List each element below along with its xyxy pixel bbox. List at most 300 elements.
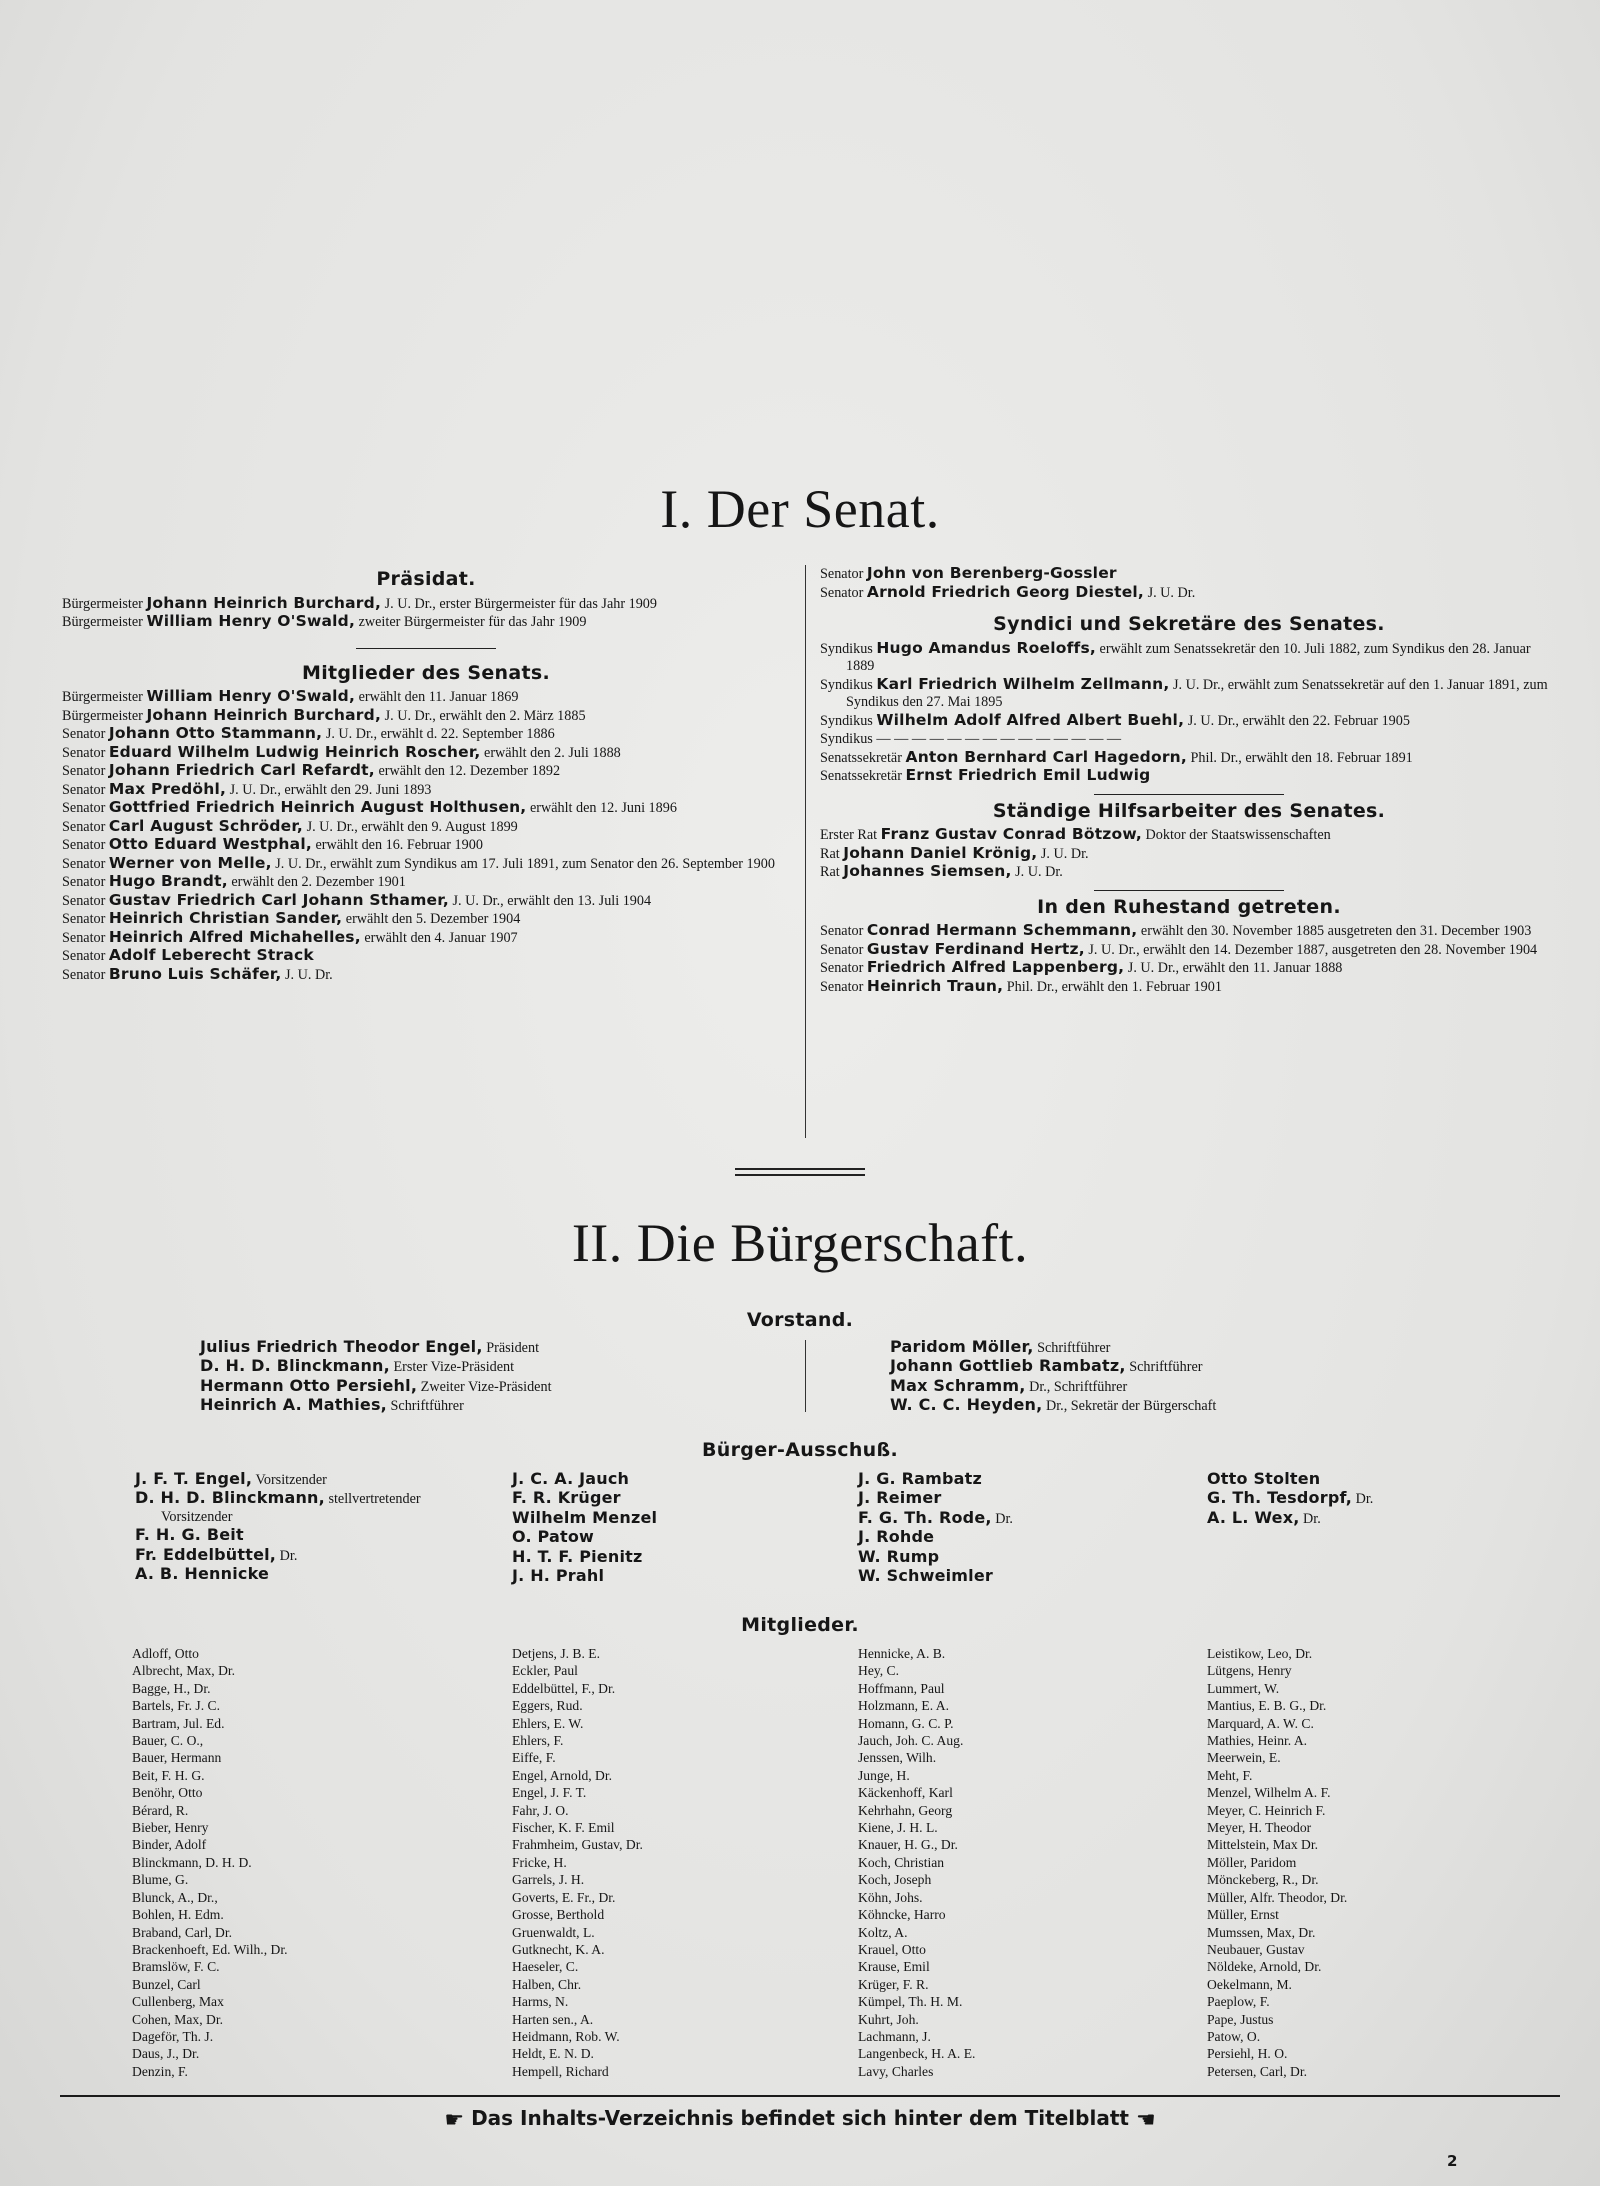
entry-name: Heinrich Traun, [866, 976, 1004, 995]
member-name: Mathies, Heinr. A. [1207, 1733, 1308, 1749]
member-name: Koltz, A. [858, 1924, 908, 1940]
member-name: Dageför, Th. J. [132, 2028, 214, 2044]
entry-name: F. H. G. Beit [135, 1525, 244, 1545]
entry-detail: J. U. Dr., erwählt den 13. Juli 1904 [452, 892, 652, 909]
member-name: Denzin, F. [132, 2063, 188, 2079]
double-rule [735, 1168, 865, 1176]
list-item [1207, 1470, 1537, 1489]
member-name: Goverts, E. Fr., Dr. [512, 1889, 616, 1905]
member-name: Hey, C. [858, 1663, 900, 1679]
entry-name: D. H. D. Blinckmann, [200, 1356, 390, 1376]
entry-name: Conrad Hermann Schemmann, [866, 921, 1138, 939]
list-item [890, 1396, 1530, 1415]
member-name: Bérard, R. [132, 1802, 189, 1818]
list-item [62, 818, 790, 837]
member-name: Mittelstein, Max Dr. [1207, 1837, 1319, 1853]
entry-role: Senator [62, 744, 106, 761]
entry-detail: Schriftführer [1129, 1359, 1203, 1376]
member-name: Blunck, A., Dr., [132, 1889, 218, 1905]
list-item [62, 855, 790, 874]
entry-name: Eduard Wilhelm Ludwig Heinrich Roscher, [108, 742, 481, 761]
member-name: Krüger, F. R. [858, 1976, 929, 1992]
member-name: Blinckmann, D. H. D. [132, 1854, 252, 1870]
member-name: Müller, Alfr. Theodor, Dr. [1207, 1889, 1348, 1905]
list-item [1207, 1509, 1537, 1528]
entry-detail: Dr., Schriftführer [1029, 1378, 1128, 1395]
entry-name: F. R. Krüger [512, 1488, 621, 1508]
list-item [512, 1470, 842, 1489]
member-name: Koch, Joseph [858, 1872, 932, 1888]
list-item [62, 613, 790, 632]
member-name: Müller, Ernst [1207, 1907, 1279, 1923]
entry-detail: J. U. Dr., erwählt den 2. März 1885 [384, 707, 586, 724]
member-name: Meyer, C. Heinrich F. [1207, 1802, 1326, 1818]
member-name: Harms, N. [512, 1994, 569, 2010]
entry-role: Senator [820, 960, 864, 976]
list-item [62, 947, 790, 966]
entry-name: Johann Heinrich Burchard, [146, 705, 382, 724]
entry-role: Senator [62, 929, 106, 946]
entry-role: Syndikus [820, 731, 873, 747]
member-name: Cohen, Max, Dr. [132, 2011, 223, 2027]
member-name: Neubauer, Gustav [1207, 1941, 1305, 1957]
list-item [858, 1567, 1188, 1586]
syndici-heading: Syndici und Sekretäre des Senates. [993, 613, 1385, 635]
entry-detail: zweiter Bürgermeister für das Jahr 1909 [358, 614, 587, 630]
entry-name: Otto Eduard Westphal, [108, 835, 312, 853]
entry-name: J. Rohde [858, 1527, 935, 1547]
entry-detail: erwählt den 12. Juni 1896 [529, 800, 677, 816]
member-name: Nöldeke, Arnold, Dr. [1207, 1959, 1322, 1975]
entry-role: Senator [820, 923, 864, 939]
entry-name: Gustav Ferdinand Hertz, [866, 939, 1085, 958]
entry-role: Senator [62, 948, 106, 964]
entry-name: Bruno Luis Schäfer, [108, 964, 282, 983]
vorstand-heading: Vorstand. [746, 1309, 854, 1331]
vorstand-right [890, 1338, 1530, 1416]
member-name: Möller, Paridom [1207, 1854, 1297, 1870]
list-item [62, 929, 790, 948]
entry-name: W. Schweimler [858, 1566, 994, 1586]
member-name: Fahr, J. O. [512, 1802, 569, 1818]
entry-name: H. T. F. Pienitz [512, 1546, 643, 1566]
list-item [200, 1338, 800, 1357]
ruhestand-heading: In den Ruhestand getreten. [1037, 895, 1341, 918]
member-name: Hennicke, A. B. [858, 1646, 946, 1661]
list-item [62, 595, 790, 614]
member-name: Lummert, W. [1207, 1680, 1280, 1696]
member-name: Kuhrt, Joh. [858, 2011, 919, 2027]
entry-detail: erwählt den 2. Dezember 1901 [231, 874, 406, 890]
footer-notice-text: Das Inhalts-Verzeichnis befindet sich hinter dem Titelblatt [471, 2106, 1129, 2130]
senate-title: I. Der Senat. [660, 479, 940, 539]
footer-notice [0, 2106, 1600, 2133]
entry-role: Syndikus [820, 676, 873, 693]
entry-name: O. Patow [512, 1527, 595, 1547]
member-name: Krause, Emil [858, 1959, 930, 1975]
member-name: Persiehl, H. O. [1207, 2046, 1288, 2062]
member-name: Heidmann, Rob. W. [512, 2028, 620, 2044]
member-name: Kehrhahn, Georg [858, 1802, 953, 1818]
vorstand-left [200, 1338, 800, 1416]
member-name: Blume, G. [132, 1872, 189, 1888]
list-item [200, 1377, 800, 1396]
pointing-hand-icon: ☛ [1135, 2108, 1156, 2133]
list-item [62, 762, 790, 781]
entry-detail: erwählt den 4. Januar 1907 [364, 929, 518, 946]
entry-detail: erwählt den 5. Dezember 1904 [345, 911, 521, 927]
entry-role: Senatssekretär [820, 768, 902, 784]
hilfsarbeiter-list [820, 826, 1558, 882]
ausschuss-column [135, 1470, 495, 1584]
member-name: Jenssen, Wilh. [858, 1750, 937, 1766]
member-name: Fricke, H. [512, 1854, 567, 1870]
entry-name: A. L. Wex, [1207, 1507, 1300, 1527]
list-item [62, 836, 790, 855]
member-name: Eckler, Paul [512, 1663, 578, 1679]
entry-name: Wilhelm Menzel [512, 1507, 658, 1527]
mitglieder-column [132, 1645, 472, 2080]
member-name: Kiene, J. H. L. [858, 1820, 938, 1836]
entry-name: Max Predöhl, [108, 779, 227, 798]
entry-role: Rat [820, 845, 840, 862]
member-name: Mantius, E. B. G., Dr. [1207, 1698, 1327, 1714]
praesidat-list [62, 595, 790, 632]
list-item [62, 799, 790, 818]
mitglieder-column [858, 1645, 1188, 2080]
entry-name: Hugo Amandus Roeloffs, [876, 638, 1096, 657]
entry-detail: Dr., Sekretär der Bürgerschaft [1045, 1398, 1217, 1415]
member-name: Pape, Justus [1207, 2011, 1274, 2027]
mitglieder-heading: Mitglieder. [741, 1614, 859, 1636]
entry-name: Heinrich Alfred Michahelles, [108, 927, 361, 946]
entry-detail: erwählt den 12. Dezember 1892 [378, 763, 561, 779]
member-name: Patow, O. [1207, 2028, 1261, 2044]
member-name: Braband, Carl, Dr. [132, 1924, 233, 1940]
list-item [62, 688, 790, 707]
member-name: Albrecht, Max, Dr. [132, 1663, 236, 1679]
list-item [820, 959, 1558, 978]
entry-detail: Dr. [1355, 1491, 1374, 1508]
entry-detail: J. U. Dr., erwählt den 22. Februar 1905 [1187, 712, 1410, 729]
entry-name: G. Th. Tesdorpf, [1207, 1488, 1353, 1508]
member-name: Gruenwaldt, L. [512, 1924, 595, 1940]
entry-role: Senator [62, 911, 106, 927]
member-name: Mönckeberg, R., Dr. [1207, 1872, 1319, 1888]
senate-members-list [62, 688, 790, 984]
list-item [62, 873, 790, 892]
member-name: Bunzel, Carl [132, 1976, 201, 1992]
senate-right-column [820, 565, 1558, 996]
entry-detail: Phil. Dr., erwählt den 1. Februar 1901 [1006, 978, 1222, 995]
list-item [62, 966, 790, 985]
member-name: Meht, F. [1207, 1767, 1253, 1783]
page-number: 2 [1447, 2152, 1458, 2170]
entry-name: D. H. D. Blinckmann, [135, 1488, 325, 1508]
entry-name: Johann Friedrich Carl Refardt, [108, 761, 375, 779]
mitglieder-column [512, 1645, 842, 2080]
entry-name: J. F. T. Engel, [135, 1469, 253, 1488]
list-item [62, 725, 790, 744]
list-item [820, 978, 1558, 997]
member-name: Leistikow, Leo, Dr. [1207, 1646, 1313, 1661]
list-item [820, 767, 1558, 786]
entry-name: J. H. Prahl [512, 1566, 605, 1586]
entry-name: Heinrich Christian Sander, [108, 909, 343, 927]
entry-name: Johann Daniel Krönig, [843, 843, 1038, 862]
entry-name: A. B. Hennicke [135, 1564, 270, 1584]
member-name: Cullenberg, Max [132, 1994, 224, 2010]
member-name: Binder, Adolf [132, 1837, 207, 1853]
list-item [858, 1509, 1188, 1528]
member-name: Bartram, Jul. Ed. [132, 1715, 225, 1731]
list-item [890, 1377, 1530, 1396]
list-item [820, 730, 1558, 749]
member-name: Engel, Arnold, Dr. [512, 1767, 613, 1783]
member-name: Daus, J., Dr. [132, 2046, 200, 2062]
entry-detail: Dr. [995, 1510, 1013, 1527]
list-item [820, 565, 1558, 584]
list-item [62, 781, 790, 800]
bottom-rule [60, 2095, 1560, 2097]
member-name: Bramslöw, F. C. [132, 1959, 220, 1975]
entry-role: Senator [62, 818, 106, 835]
entry-detail: Vorsitzender [255, 1472, 327, 1488]
entry-name: Hermann Otto Persiehl, [200, 1375, 418, 1395]
entry-detail: J. U. Dr., erwählt zum Senatssekretär auf den 1. Januar 1891, zum Syndikus den 27. Mai 1895 [846, 676, 1548, 710]
member-name: Koch, Christian [858, 1854, 945, 1870]
list-item [890, 1357, 1530, 1376]
list-item [858, 1548, 1188, 1567]
list-item [135, 1526, 495, 1545]
entry-detail: stellvertretender Vorsitzender [161, 1491, 421, 1525]
member-name: Junge, H. [858, 1767, 910, 1783]
entry-role: Bürgermeister [62, 689, 143, 705]
entry-detail: J. U. Dr. [1015, 864, 1063, 880]
member-name: Meerwein, E. [1207, 1750, 1281, 1766]
entry-detail: J. U. Dr. [285, 966, 333, 983]
member-name: Detjens, J. B. E. [512, 1646, 600, 1661]
entry-detail: Dr. [279, 1547, 298, 1564]
list-item [512, 1528, 842, 1547]
list-item [820, 845, 1558, 864]
entry-detail: — — — — — — — — — — — — — — [876, 731, 1122, 747]
member-name: Eddelbüttel, F., Dr. [512, 1680, 616, 1696]
member-name: Krauel, Otto [858, 1941, 926, 1957]
entry-name: Carl August Schröder, [108, 816, 304, 835]
member-name: Köhn, Johs. [858, 1889, 923, 1905]
member-name: Mumssen, Max, Dr. [1207, 1924, 1316, 1940]
member-name: Paeplow, F. [1207, 1994, 1270, 2010]
entry-detail: J. U. Dr. [1147, 584, 1196, 601]
column-divider [805, 565, 806, 1138]
entry-name: Johann Heinrich Burchard, [146, 593, 382, 612]
senate-members-heading: Mitglieder des Senats. [301, 661, 551, 684]
entry-role: Senator [820, 584, 864, 601]
entry-name: Gustav Friedrich Carl Johann Sthamer, [108, 890, 449, 909]
list-item [512, 1509, 842, 1528]
member-name: Oekelmann, M. [1207, 1976, 1292, 1992]
member-name: Hempell, Richard [512, 2063, 609, 2079]
list-item [820, 863, 1558, 882]
list-item [135, 1489, 495, 1526]
list-item [820, 712, 1558, 731]
entry-name: Franz Gustav Conrad Bötzow, [880, 825, 1142, 843]
entry-detail: J. U. Dr., erwählt den 11. Januar 1888 [1127, 960, 1343, 976]
entry-name: Arnold Friedrich Georg Diestel, [866, 582, 1145, 601]
member-name: Knauer, H. G., Dr. [858, 1837, 958, 1853]
member-name: Jauch, Joh. C. Aug. [858, 1733, 964, 1749]
senate-right-top-list [820, 565, 1558, 602]
list-item [62, 892, 790, 911]
member-name: Haeseler, C. [512, 1959, 579, 1975]
list-item [1207, 1489, 1537, 1508]
entry-detail: Präsident [486, 1340, 540, 1356]
entry-name: John von Berenberg-Gossler [866, 564, 1117, 582]
entry-name: Friedrich Alfred Lappenberg, [866, 958, 1125, 976]
entry-name: Otto Stolten [1207, 1469, 1321, 1488]
ausschuss-column [512, 1470, 842, 1586]
list-item [62, 707, 790, 726]
entry-name: Wilhelm Adolf Alfred Albert Buehl, [876, 710, 1185, 729]
list-item [512, 1548, 842, 1567]
entry-role: Senator [62, 800, 106, 816]
entry-role: Senator [62, 892, 106, 909]
section-divider [1094, 890, 1284, 891]
entry-name: J. Reimer [858, 1488, 942, 1508]
entry-role: Bürgermeister [62, 614, 143, 630]
member-name: Frahmheim, Gustav, Dr. [512, 1837, 643, 1853]
entry-role: Senator [820, 978, 864, 995]
member-name: Homann, G. C. P. [858, 1715, 954, 1731]
list-item [62, 910, 790, 929]
list-item [890, 1338, 1530, 1357]
entry-name: Werner von Melle, [108, 853, 272, 872]
member-name: Bohlen, H. Edm. [132, 1907, 224, 1923]
hilfsarbeiter-heading: Ständige Hilfsarbeiter des Senates. [992, 799, 1386, 822]
member-name: Käckenhoff, Karl [858, 1785, 953, 1801]
member-name: Adloff, Otto [132, 1646, 199, 1661]
entry-role: Senatssekretär [820, 749, 902, 766]
entry-name: Julius Friedrich Theodor Engel, [200, 1337, 483, 1356]
list-item [820, 640, 1558, 676]
list-item [512, 1489, 842, 1508]
member-name: Bieber, Henry [132, 1820, 209, 1836]
entry-name: Johannes Siemsen, [843, 862, 1012, 880]
list-item [858, 1528, 1188, 1547]
entry-detail: Doktor der Staatswissenschaften [1145, 827, 1331, 843]
entry-role: Rat [820, 864, 840, 880]
entry-name: William Henry O'Swald, [146, 612, 356, 630]
entry-name: Heinrich A. Mathies, [200, 1395, 387, 1415]
mitglieder-column [1207, 1645, 1547, 2080]
list-item [135, 1565, 495, 1584]
entry-name: Adolf Leberecht Strack [108, 946, 314, 964]
entry-name: Max Schramm, [890, 1375, 1026, 1395]
list-item [200, 1357, 800, 1376]
member-name: Lavy, Charles [858, 2063, 934, 2079]
member-name: Bagge, H., Dr. [132, 1680, 211, 1696]
entry-role: Senator [820, 941, 864, 958]
member-name: Bauer, Hermann [132, 1750, 222, 1766]
ruhestand-list [820, 922, 1558, 996]
member-name: Eggers, Rud. [512, 1698, 583, 1714]
entry-role: Erster Rat [820, 827, 878, 843]
list-item [820, 749, 1558, 768]
list-item [135, 1470, 495, 1489]
member-name: Halben, Chr. [512, 1976, 582, 1992]
entry-detail: erwählt den 16. Februar 1900 [315, 837, 483, 853]
entry-detail: Schriftführer [1037, 1340, 1111, 1356]
vorstand-divider [805, 1340, 806, 1412]
member-name: Benöhr, Otto [132, 1785, 203, 1801]
entry-name: J. G. Rambatz [858, 1469, 982, 1488]
entry-detail: J. U. Dr., erwählt den 14. Dezember 1887, ausgetreten den 28. November 1904 [1088, 941, 1538, 958]
entry-name: Anton Bernhard Carl Hagedorn, [905, 747, 1187, 766]
list-item [820, 584, 1558, 603]
member-name: Ehlers, E. W. [512, 1715, 584, 1731]
list-item [820, 676, 1558, 712]
list-item [820, 941, 1558, 960]
list-item [858, 1489, 1188, 1508]
entry-name: W. C. C. Heyden, [890, 1395, 1043, 1415]
member-name: Garrels, J. H. [512, 1872, 585, 1888]
member-name: Bartels, Fr. J. C. [132, 1698, 220, 1714]
member-name: Langenbeck, H. A. E. [858, 2046, 976, 2062]
entry-name: Ernst Friedrich Emil Ludwig [905, 766, 1151, 784]
entry-role: Syndikus [820, 640, 873, 657]
member-name: Marquard, A. W. C. [1207, 1715, 1314, 1731]
member-name: Gutknecht, K. A. [512, 1941, 605, 1957]
member-name: Lütgens, Henry [1207, 1663, 1292, 1679]
member-name: Meyer, H. Theodor [1207, 1820, 1312, 1836]
list-item [820, 922, 1558, 941]
ausschuss-column [858, 1470, 1188, 1586]
entry-detail: Zweiter Vize-Präsident [420, 1378, 552, 1395]
entry-name: Johann Otto Stammann, [108, 724, 323, 742]
ausschuss-column [1207, 1470, 1537, 1528]
member-name: Ehlers, F. [512, 1733, 564, 1749]
entry-role: Bürgermeister [62, 595, 143, 612]
list-item [62, 744, 790, 763]
member-name: Holzmann, E. A. [858, 1698, 949, 1714]
entry-name: F. G. Th. Rode, [858, 1507, 992, 1527]
entry-detail: Dr. [1303, 1510, 1321, 1527]
entry-detail: J. U. Dr., erwählt zum Syndikus am 17. Juli 1891, zum Senator den 26. September 1900 [275, 855, 775, 872]
entry-detail: J. U. Dr., erwählt d. 22. September 1886 [325, 726, 555, 742]
list-item [512, 1567, 842, 1586]
list-item [135, 1546, 495, 1565]
entry-detail: J. U. Dr., erwählt den 9. August 1899 [306, 818, 518, 835]
entry-name: Paridom Möller, [890, 1337, 1034, 1356]
entry-role: Bürgermeister [62, 707, 143, 724]
entry-detail: erwählt zum Senatssekretär den 10. Juli 1882, zum Syndikus den 28. Januar 1889 [846, 640, 1531, 674]
list-item [858, 1470, 1188, 1489]
member-name: Petersen, Carl, Dr. [1207, 2063, 1308, 2079]
entry-name: W. Rump [858, 1546, 940, 1566]
member-name: Heldt, E. N. D. [512, 2046, 594, 2062]
entry-detail: Phil. Dr., erwählt den 18. Februar 1891 [1190, 749, 1413, 766]
praesidat-heading: Präsidat. [376, 568, 476, 590]
member-name: Lachmann, J. [858, 2028, 931, 2044]
entry-role: Senator [62, 855, 106, 872]
entry-role: Senator [62, 837, 106, 853]
member-name: Grosse, Berthold [512, 1907, 605, 1923]
member-name: Hoffmann, Paul [858, 1680, 945, 1696]
entry-name: William Henry O'Swald, [146, 687, 356, 705]
section-divider [1094, 794, 1284, 795]
entry-detail: erwählt den 11. Januar 1869 [358, 689, 519, 705]
